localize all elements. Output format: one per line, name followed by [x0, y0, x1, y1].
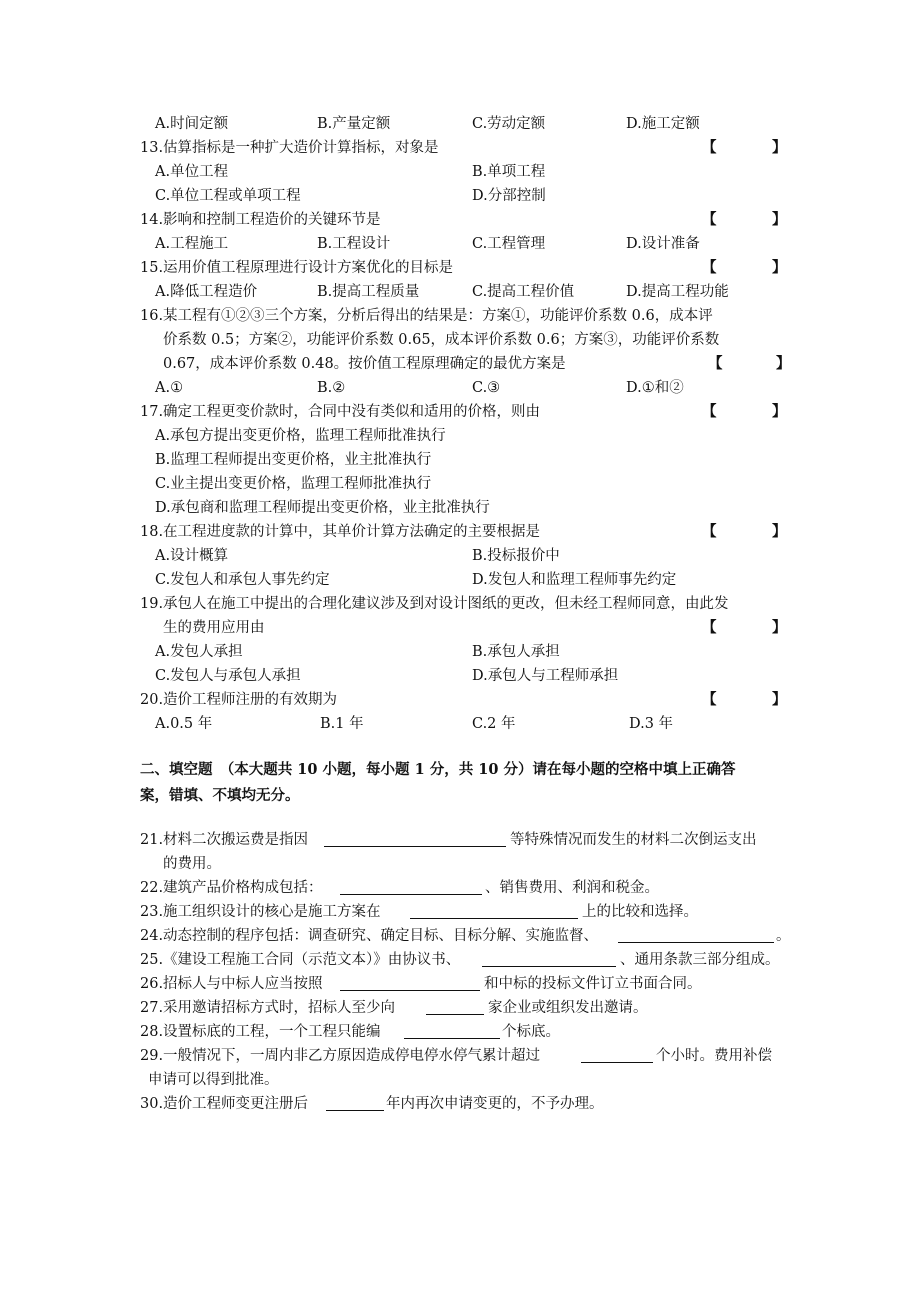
q15-bracket-left: 【 [702, 259, 717, 276]
q16-bracket-right: 】 [776, 355, 791, 372]
q24-text-b: 。 [776, 928, 791, 944]
q15-option-c: C.提高工程价值 [472, 284, 575, 300]
q24-text-a: 24.动态控制的程序包括：调查研究、确定目标、目标分解、实施监督、 [140, 928, 599, 944]
q12-options [0, 112, 920, 136]
q14-option-b: B.工程设计 [317, 236, 391, 252]
q14-option-c: C.工程管理 [472, 236, 546, 252]
q13-bracket-left: 【 [702, 139, 717, 156]
q29-text-c: 申请可以得到批准。 [148, 1072, 279, 1088]
q12-option-d: D.施工定额 [626, 116, 700, 132]
q29-text-a: 29.一般情况下，一周内非乙方原因造成停电停水停气累计超过 [140, 1048, 541, 1064]
q13-option-b: B.单项工程 [472, 164, 546, 180]
q16-stem-2: 价系数 0.5；方案②，功能评价系数 0.65，成本评价系数 0.6；方案③，功能评价系数 [163, 332, 720, 348]
q26-blank[interactable] [340, 974, 480, 991]
q14-bracket-left: 【 [702, 211, 717, 228]
q30-text-b: 年内再次申请变更的，不予办理。 [386, 1096, 604, 1112]
q23-line [0, 900, 920, 924]
q18-option-b: B.投标报价中 [472, 548, 560, 564]
q19-bracket-right: 】 [772, 619, 787, 636]
q16-option-d: D.①和② [626, 380, 684, 396]
q18-stem: 18.在工程进度款的计算中，其单价计算方法确定的主要根据是 [140, 524, 541, 540]
q21-text-a: 21.材料二次搬运费是指因 [140, 832, 309, 848]
q17-option-d-line [0, 496, 920, 520]
q14-option-d: D.设计准备 [626, 236, 700, 252]
q18-stem-line [0, 520, 920, 544]
q28-text-b: 个标底。 [502, 1024, 560, 1040]
q24-line [0, 924, 920, 948]
q13-option-d: D.分部控制 [472, 188, 546, 204]
q21-text-c: 的费用。 [163, 856, 221, 872]
q21-line1 [0, 828, 920, 852]
q23-blank[interactable] [410, 902, 578, 919]
q17-bracket-left: 【 [702, 403, 717, 420]
q19-option-a: A.发包人承担 [155, 644, 243, 660]
q18-option-a: A.设计概算 [155, 548, 229, 564]
q18-options-row1 [0, 544, 920, 568]
q18-options-row2 [0, 568, 920, 592]
q16-stem-line1 [0, 304, 920, 328]
q24-blank[interactable] [618, 926, 774, 943]
q14-bracket-right: 】 [772, 211, 787, 228]
q14-option-a: A.工程施工 [155, 236, 229, 252]
q25-blank[interactable] [482, 950, 616, 967]
q12-option-c: C.劳动定额 [472, 116, 546, 132]
q13-stem: 13.估算指标是一种扩大造价计算指标，对象是 [140, 140, 439, 156]
q29-text-b: 个小时。费用补偿 [656, 1048, 772, 1064]
q17-option-b-line [0, 448, 920, 472]
q25-line [0, 948, 920, 972]
q18-option-d: D.发包人和监理工程师事先约定 [472, 572, 677, 588]
q15-stem: 15.运用价值工程原理进行设计方案优化的目标是 [140, 260, 454, 276]
q17-option-b: B.监理工程师提出变更价格，业主批准执行 [155, 452, 432, 468]
q19-option-d: D.承包人与工程师承担 [472, 668, 619, 684]
q16-bracket-left: 【 [708, 355, 723, 372]
q15-option-d: D.提高工程功能 [626, 284, 729, 300]
q27-text-b: 家企业或组织发出邀请。 [488, 1000, 648, 1016]
q17-option-a: A.承包方提出变更价格，监理工程师批准执行 [155, 428, 446, 444]
q21-text-b: 等特殊情况而发生的材料二次倒运支出 [510, 832, 757, 848]
q19-option-c: C.发包人与承包人承担 [155, 668, 301, 684]
q15-option-b: B.提高工程质量 [317, 284, 420, 300]
q26-line [0, 972, 920, 996]
q19-stem-line2 [0, 616, 920, 640]
section-2-heading-line2: 案，错填、不填均无分。 [140, 787, 300, 804]
q28-blank[interactable] [404, 1022, 500, 1039]
q20-stem-line [0, 688, 920, 712]
q20-bracket-left: 【 [702, 691, 717, 708]
q13-bracket-right: 】 [772, 139, 787, 156]
q16-stem-line3 [0, 352, 920, 376]
q17-option-a-line [0, 424, 920, 448]
q20-options [0, 712, 920, 736]
q13-option-a: A.单位工程 [155, 164, 229, 180]
q20-option-a: A.0.5 年 [155, 716, 213, 732]
q19-stem-1: 19.承包人在施工中提出的合理化建议涉及到对设计图纸的更改，但未经工程师同意，由此发 [140, 596, 729, 612]
q26-text-b: 和中标的投标文件订立书面合同。 [484, 976, 702, 992]
q16-stem-line2 [0, 328, 920, 352]
q16-stem-3: 0.67，成本评价系数 0.48。按价值工程原理确定的最优方案是 [163, 356, 566, 372]
q29-blank[interactable] [581, 1046, 653, 1063]
q12-option-a: A.时间定额 [155, 116, 229, 132]
q17-stem: 17.确定工程更变价款时，合同中没有类似和适用的价格，则由 [140, 404, 541, 420]
q13-stem-line [0, 136, 920, 160]
q14-stem-line [0, 208, 920, 232]
q19-stem-2: 生的费用应用由 [163, 620, 265, 636]
q19-options-row1 [0, 640, 920, 664]
q13-options-row2 [0, 184, 920, 208]
q28-line [0, 1020, 920, 1044]
q15-options [0, 280, 920, 304]
q12-option-b: B.产量定额 [317, 116, 391, 132]
q30-blank[interactable] [326, 1094, 384, 1111]
q27-blank[interactable] [426, 998, 484, 1015]
q23-text-b: 上的比较和选择。 [582, 904, 698, 920]
q30-text-a: 30.造价工程师变更注册后 [140, 1096, 309, 1112]
q13-options-row1 [0, 160, 920, 184]
q26-text-a: 26.招标人与中标人应当按照 [140, 976, 323, 992]
q18-bracket-left: 【 [702, 523, 717, 540]
q19-stem-line1 [0, 592, 920, 616]
q14-stem: 14.影响和控制工程造价的关键环节是 [140, 212, 381, 228]
q20-option-d: D.3 年 [629, 716, 674, 732]
section-2-heading-line1: 二、填空题 （本大题共 10 小题，每小题 1 分，共 10 分）请在每小题的空格中填上正确答 [140, 761, 736, 778]
q16-option-a: A.① [155, 380, 184, 396]
q18-option-c: C.发包人和承包人事先约定 [155, 572, 330, 588]
q17-bracket-right: 】 [772, 403, 787, 420]
q19-options-row2 [0, 664, 920, 688]
q17-option-c: C.业主提出变更价格，监理工程师批准执行 [155, 476, 432, 492]
q27-text-a: 27.采用邀请招标方式时，招标人至少向 [140, 1000, 396, 1016]
q16-option-b: B.② [317, 380, 346, 396]
q29-line2 [0, 1068, 920, 1092]
q17-stem-line [0, 400, 920, 424]
q20-option-b: B.1 年 [320, 716, 364, 732]
q25-text-b: 、通用条款三部分组成。 [620, 952, 780, 968]
q15-stem-line [0, 256, 920, 280]
q15-bracket-right: 】 [772, 259, 787, 276]
q22-text-a: 22.建筑产品价格构成包括： [140, 880, 323, 896]
q21-line2 [0, 852, 920, 876]
q17-option-c-line [0, 472, 920, 496]
q20-stem: 20.造价工程师注册的有效期为 [140, 692, 338, 708]
q17-option-d: D.承包商和监理工程师提出变更价格，业主批准执行 [155, 500, 490, 516]
q20-option-c: C.2 年 [472, 716, 516, 732]
q15-option-a: A.降低工程造价 [155, 284, 258, 300]
q27-line [0, 996, 920, 1020]
q16-options [0, 376, 920, 400]
q25-text-a: 25.《建设工程施工合同（示范文本）》由协议书、 [140, 952, 461, 968]
q22-line [0, 876, 920, 900]
q16-stem-1: 16.某工程有①②③三个方案，分析后得出的结果是：方案①，功能评价系数 0.6，成本评 [140, 308, 713, 324]
q14-options [0, 232, 920, 256]
q22-text-b: 、销售费用、利润和税金。 [485, 880, 659, 896]
q29-line1 [0, 1044, 920, 1068]
q28-text-a: 28.设置标底的工程，一个工程只能编 [140, 1024, 381, 1040]
q16-option-c: C.③ [472, 380, 501, 396]
q20-bracket-right: 】 [772, 691, 787, 708]
q22-blank[interactable] [340, 878, 482, 895]
q23-text-a: 23.施工组织设计的核心是施工方案在 [140, 904, 381, 920]
q19-bracket-left: 【 [702, 619, 717, 636]
q13-option-c: C.单位工程或单项工程 [155, 188, 301, 204]
q30-line [0, 1092, 920, 1116]
q18-bracket-right: 】 [772, 523, 787, 540]
q21-blank[interactable] [324, 830, 506, 847]
q19-option-b: B.承包人承担 [472, 644, 560, 660]
